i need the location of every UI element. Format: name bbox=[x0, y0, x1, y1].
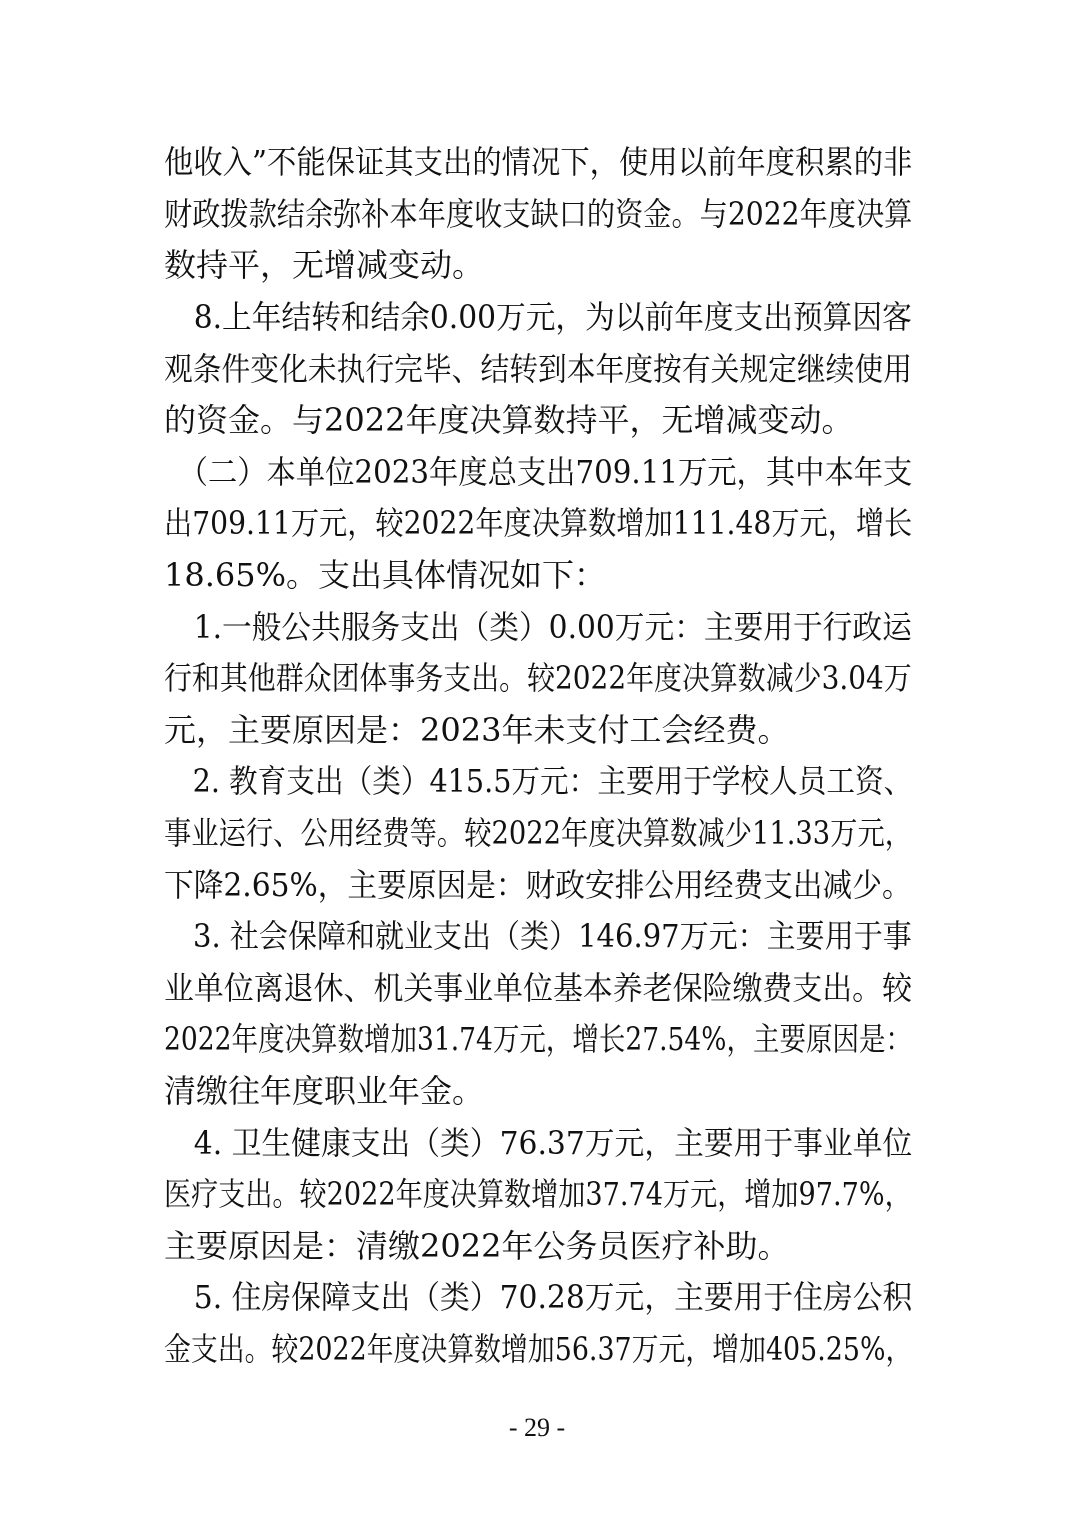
page-number: - 29 - bbox=[508, 1413, 566, 1442]
text-line: 业单位离退休、机关事业单位基本养老保险缴费支出。较 bbox=[164, 969, 913, 1007]
text-line: 18.65%。支出具体情况如下： bbox=[164, 556, 607, 594]
text-line: 出709.11万元，较2022年度决算数增加111.48万元，增长 bbox=[164, 504, 913, 542]
text-line: （二）本单位2023年度总支出709.11万元，其中本年支 bbox=[164, 453, 913, 491]
text-line: 4. 卫生健康支出（类）76.37万元，主要用于事业单位 bbox=[164, 1124, 913, 1162]
text-line: 主要原因是：清缴2022年公务员医疗补助。 bbox=[164, 1227, 790, 1265]
text-line: 2. 教育支出（类）415.5万元：主要用于学校人员工资、 bbox=[164, 762, 913, 800]
text-line: 1.一般公共服务支出（类）0.00万元：主要用于行政运 bbox=[164, 608, 912, 646]
text-line: 数持平，无增减变动。 bbox=[164, 246, 485, 284]
text-line: 行和其他群众团体事务支出。较2022年度决算数减少3.04万 bbox=[164, 659, 912, 697]
text-line: 财政拨款结余弥补本年度收支缺口的资金。与2022年度决算 bbox=[164, 195, 913, 233]
text-line: 3. 社会保障和就业支出（类）146.97万元：主要用于事 bbox=[164, 917, 912, 955]
text-line: 他收入”不能保证其支出的情况下，使用以前年度积累的非 bbox=[164, 143, 913, 181]
text-line: 金支出。较2022年度决算数增加56.37万元，增加405.25%， bbox=[164, 1330, 913, 1368]
text-line: 8.上年结转和结余0.00万元，为以前年度支出预算因客 bbox=[164, 298, 912, 336]
text-line: 观条件变化未执行完毕、结转到本年度按有关规定继续使用 bbox=[164, 350, 912, 388]
text-line: 的资金。与2022年度决算数持平，无增减变动。 bbox=[164, 401, 854, 439]
text-line: 下降2.65%，主要原因是：财政安排公用经费支出减少。 bbox=[164, 866, 912, 904]
text-line: 事业运行、公用经费等。较2022年度决算数减少11.33万元， bbox=[164, 814, 913, 852]
text-line: 医疗支出。较2022年度决算数增加37.74万元，增加97.7%， bbox=[164, 1175, 912, 1213]
text-line: 清缴往年度职业年金。 bbox=[164, 1072, 485, 1110]
text-line: 2022年度决算数增加31.74万元，增长27.54%，主要原因是： bbox=[164, 1020, 913, 1058]
text-line: 5. 住房保障支出（类）70.28万元，主要用于住房公积 bbox=[164, 1278, 913, 1316]
text-line: 元，主要原因是：2023年未支付工会经费。 bbox=[164, 711, 790, 749]
